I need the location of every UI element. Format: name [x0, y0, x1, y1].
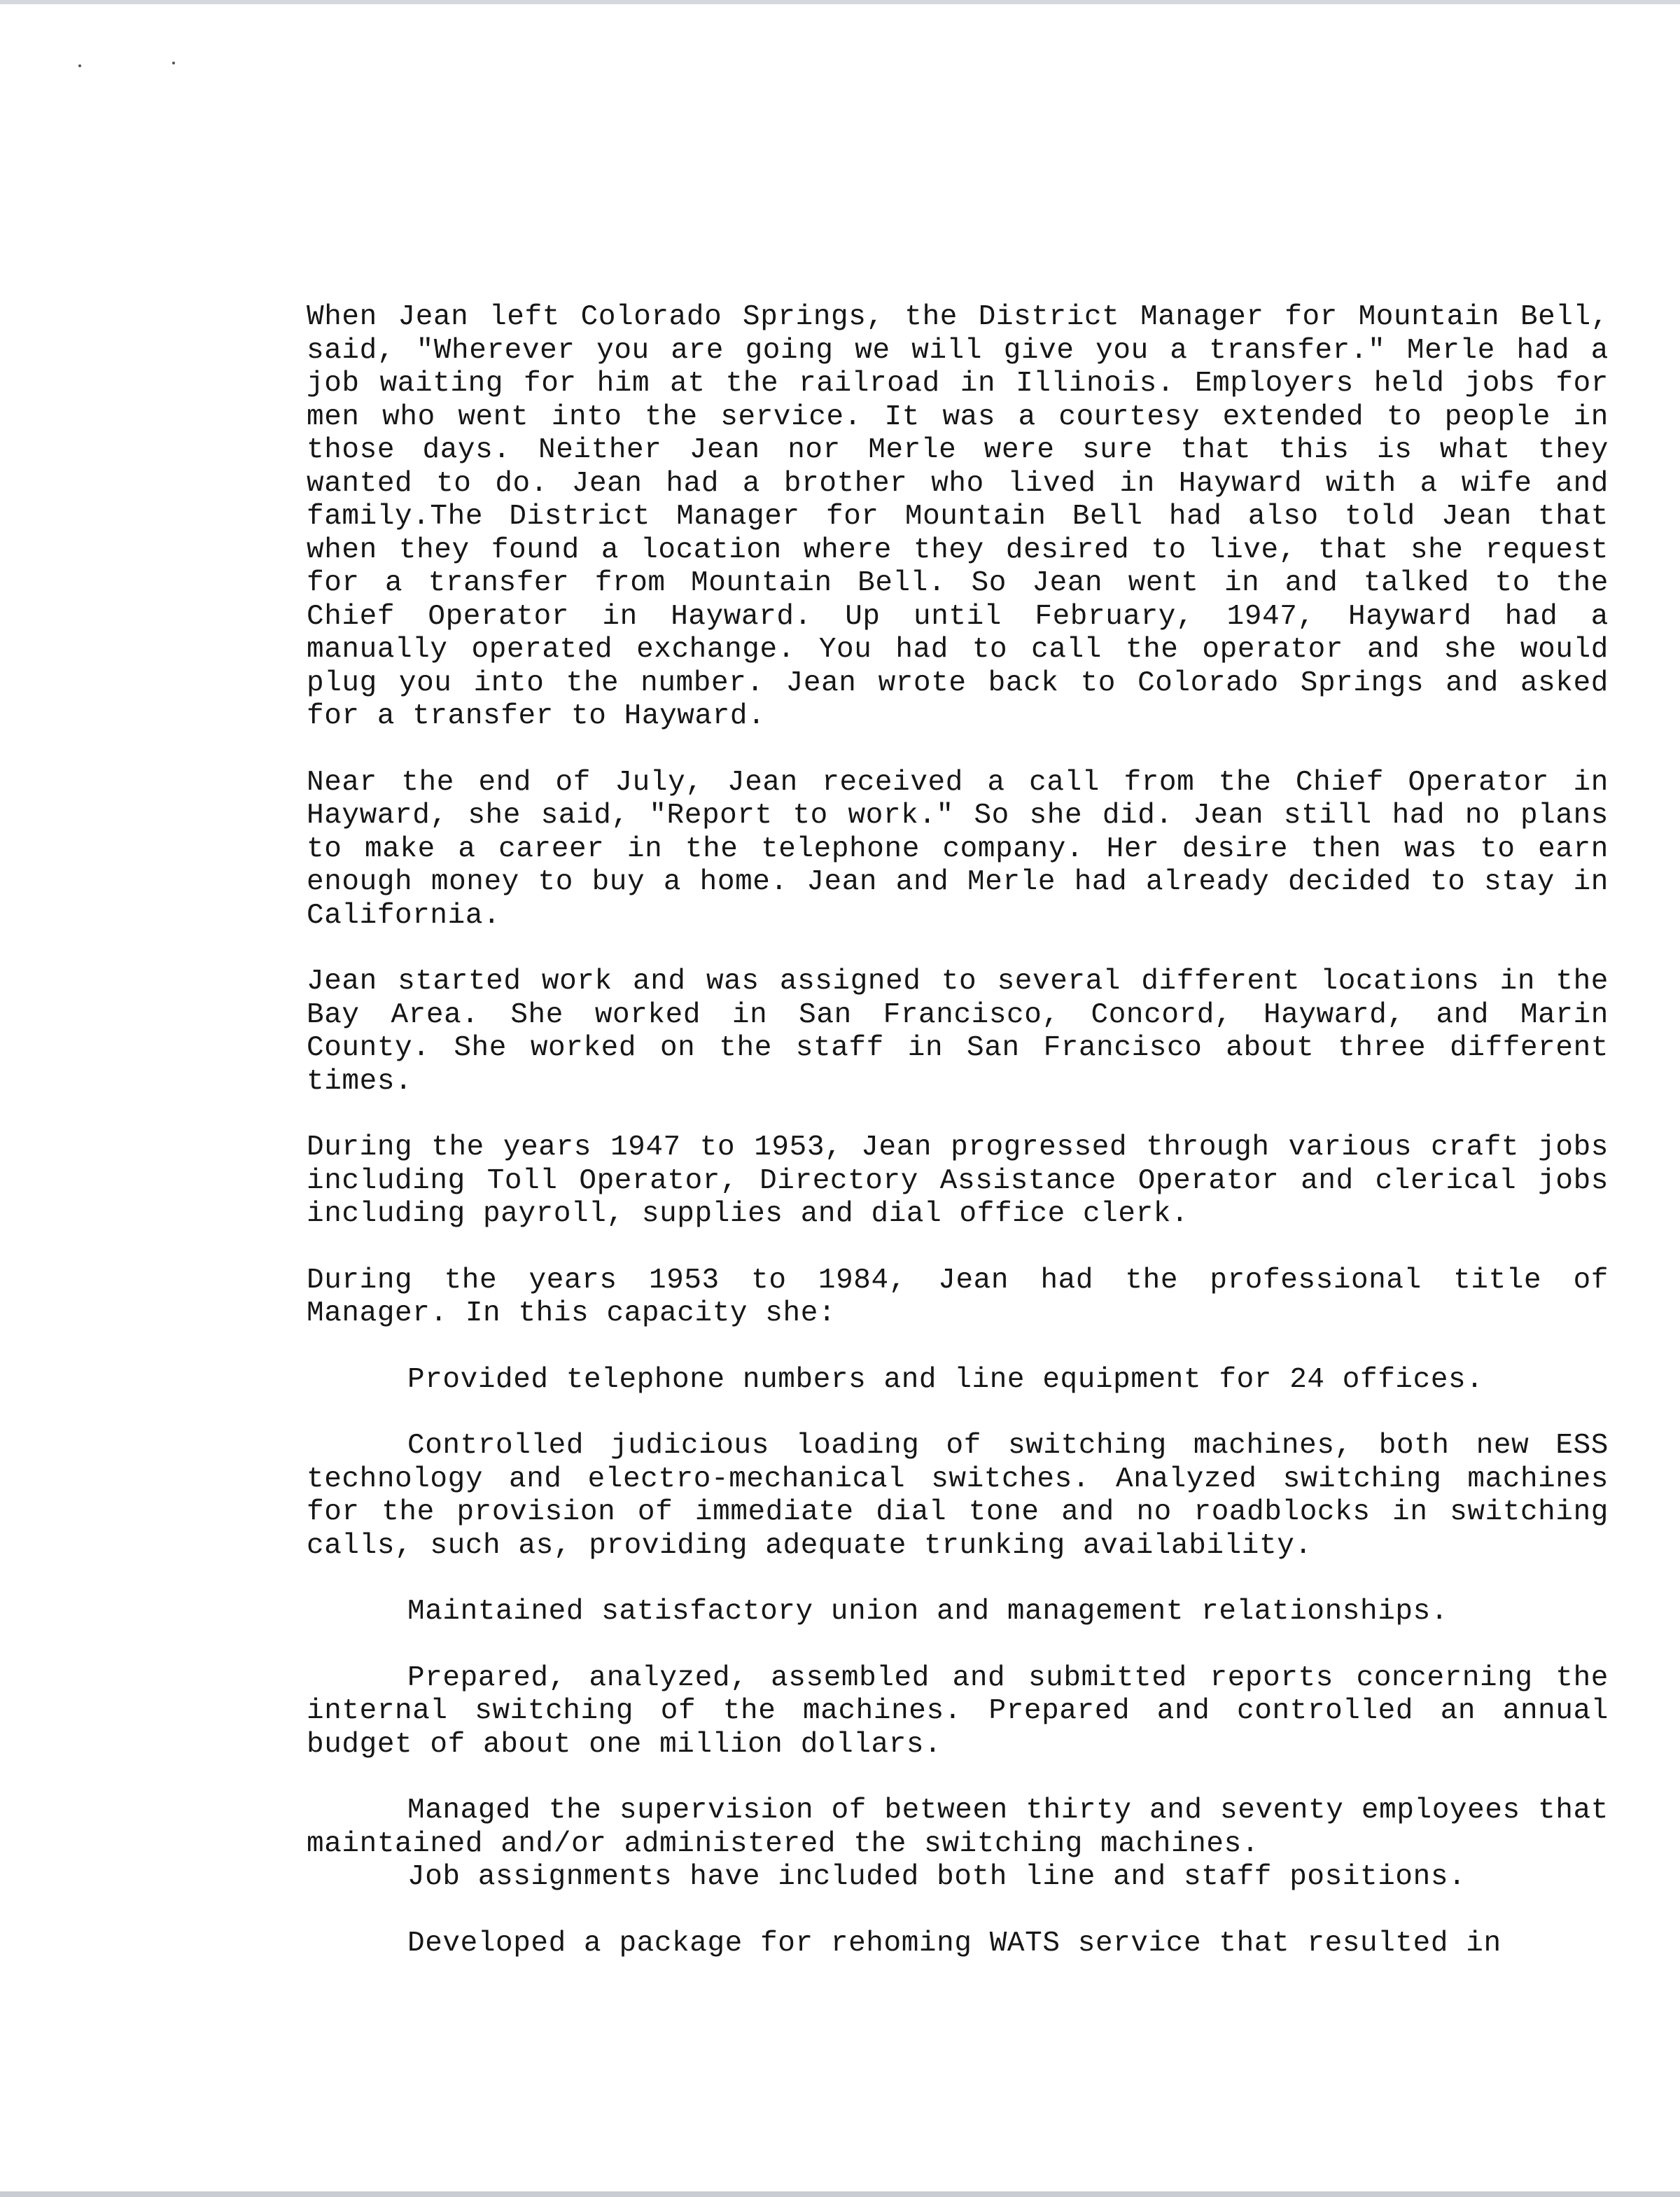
scan-speck — [78, 64, 81, 67]
scan-bottom-edge — [0, 2191, 1680, 2197]
duty-item: Job assignments have included both line and staff positions. — [407, 1861, 1466, 1893]
scan-top-edge — [0, 0, 1680, 4]
scan-speck — [172, 62, 175, 64]
duty-item: Controlled judicious loading of switching machines, both new ESS technology and electro-mechanical switches. Analyzed switching machines for the provision of immediate dial tone and no roadblocks in switching calls, such as, providing adequate trunking availability. — [307, 1430, 1609, 1562]
body-text — [307, 301, 1609, 1993]
duty-item: Managed the supervision of between thirty and seventy employees that maintained and/or administered the switching machines. — [307, 1794, 1609, 1860]
paragraph-bay-area: Jean started work and was assigned to several different locations in the Bay Area. She worked in San Francisco, Concord, Hayward, and Marin County. She worked on the staff in San Francisco about three different times. — [307, 965, 1609, 1098]
paragraph-manager-title: During the years 1953 to 1984, Jean had the professional title of Manager. In this capacity she: — [307, 1264, 1609, 1330]
paragraph-report-to-work: Near the end of July, Jean received a call from the Chief Operator in Hayward, she said, "Report to work." So she did. Jean still had no plans to make a career in the telephone company. Her desire then was to earn enough money to buy a home. Jean and Merle had already decided to stay in California. — [307, 766, 1609, 932]
duty-item: Developed a package for rehoming WATS service that resulted in — [407, 1927, 1502, 1960]
duty-item: Prepared, analyzed, assembled and submitted reports concerning the internal switching of the machines. Prepared and controlled an annual budget of about one million dollars. — [307, 1661, 1609, 1761]
duty-item: Provided telephone numbers and line equipment for 24 offices. — [407, 1363, 1484, 1396]
paragraph-transfer: When Jean left Colorado Springs, the District Manager for Mountain Bell, said, "Wherever you are going we will give you a transfer." Merle had a job waiting for him at the railroad in Illinois. Employers held jobs for men who went into the service. It was a courtesy extended to people in those days. Neither Jean nor Merle were sure that this is what they wanted to do. Jean had a brother who lived in Hayward with a wife and family.The District Manager for Mountain Bell had also told Jean that when they found a location where they desired to live, that she request for a transfer from Mountain Bell. So Jean went in and talked to the Chief Operator in Hayward. Up until February, 1947, Hayward had a manually operated exchange. You had to call the operator and she would plug you into the number. Jean wrote back to Colorado Springs and asked for a transfer to Hayward. — [307, 301, 1609, 732]
paragraph-craft-jobs: During the years 1947 to 1953, Jean progressed through various craft jobs including Toll Operator, Directory Assistance Operator and clerical jobs including payroll, supplies and dial office clerk. — [307, 1131, 1609, 1230]
duty-item: Maintained satisfactory union and management relationships. — [407, 1596, 1449, 1628]
